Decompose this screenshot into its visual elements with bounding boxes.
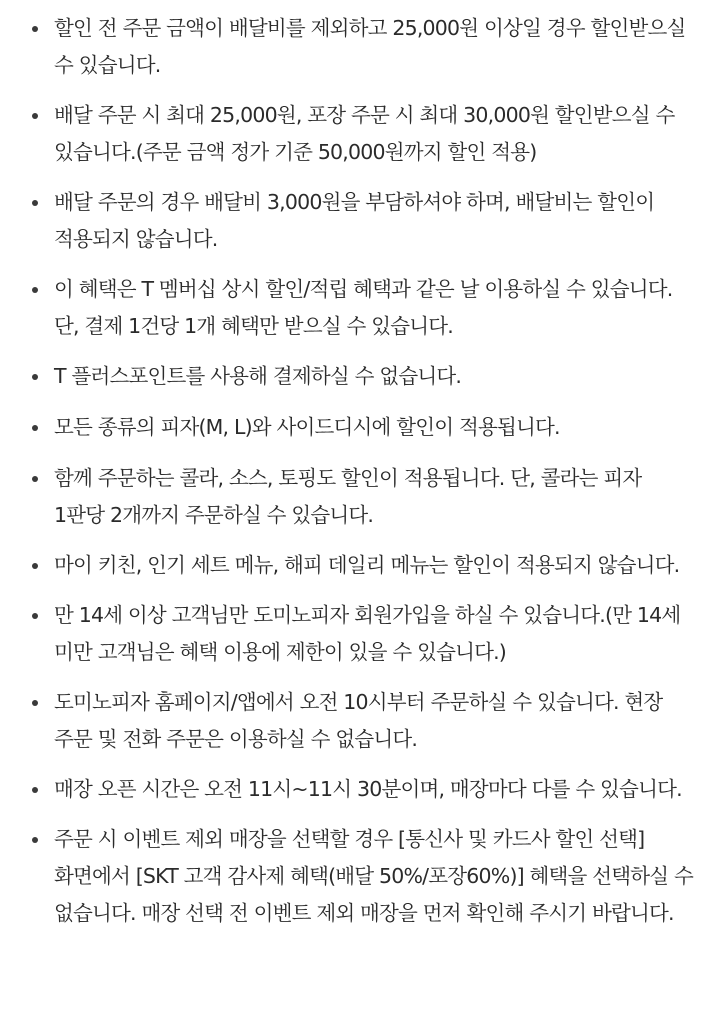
notice-text: 매장 오픈 시간은 오전 11시~11시 30분이며, 매장마다 다를 수 있습니다.: [54, 777, 682, 801]
list-item: [30, 184, 693, 258]
notice-text: 만 14세 이상 고객님만 도미노피자 회원가입을 하실 수 있습니다.(만 14세 미만 고객님은 혜택 이용에 제한이 있을 수 있습니다.): [54, 603, 681, 664]
notice-text: 함께 주문하는 콜라, 소스, 토핑도 할인이 적용됩니다. 단, 콜라는 피자 1판당 2개까지 주문하실 수 있습니다.: [54, 466, 642, 527]
list-item: [30, 684, 693, 758]
notice-text: 배달 주문 시 최대 25,000원, 포장 주문 시 최대 30,000원 할인받으실 수 있습니다.(주문 금액 정가 기준 50,000원까지 할인 적용): [54, 103, 675, 164]
list-item: [30, 271, 693, 345]
bullet-dot-icon: [32, 113, 38, 119]
notice-text: 마이 키친, 인기 세트 메뉴, 해피 데일리 메뉴는 할인이 적용되지 않습니다.: [54, 553, 680, 577]
list-item: [30, 97, 693, 171]
bullet-dot-icon: [32, 613, 38, 619]
bullet-dot-icon: [32, 563, 38, 569]
notice-text: T 플러스포인트를 사용해 결제하실 수 없습니다.: [54, 364, 462, 388]
notice-text: 도미노피자 홈페이지/앱에서 오전 10시부터 주문하실 수 있습니다. 현장 주문 및 전화 주문은 이용하실 수 없습니다.: [54, 690, 663, 751]
notice-text: 이 혜택은 T 멤버십 상시 할인/적립 혜택과 같은 날 이용하실 수 있습니다. 단, 결제 1건당 1개 혜택만 받으실 수 있습니다.: [54, 277, 673, 338]
list-item: [30, 771, 693, 808]
notice-text: 주문 시 이벤트 제외 매장을 선택할 경우 [통신사 및 카드사 할인 선택] 화면에서 [SKT 고객 감사제 혜택(배달 50%/포장60%)] 혜택을 선택하실 수 없습니다. 매장 선택 전 이벤트 제외 매장을 먼저 확인해 주시기 바랍니다.: [54, 827, 694, 925]
list-item: [30, 460, 693, 534]
notice-text: 배달 주문의 경우 배달비 3,000원을 부담하셔야 하며, 배달비는 할인이 적용되지 않습니다.: [54, 190, 655, 251]
notice-text: 할인 전 주문 금액이 배달비를 제외하고 25,000원 이상일 경우 할인받으실 수 있습니다.: [54, 16, 686, 77]
list-item: [30, 821, 693, 932]
list-item: [30, 547, 693, 584]
bullet-dot-icon: [32, 425, 38, 431]
bullet-dot-icon: [32, 787, 38, 793]
list-item: [30, 10, 693, 84]
bullet-dot-icon: [32, 476, 38, 482]
bullet-dot-icon: [32, 837, 38, 843]
bullet-dot-icon: [32, 700, 38, 706]
bullet-dot-icon: [32, 374, 38, 380]
bullet-dot-icon: [32, 26, 38, 32]
bullet-dot-icon: [32, 287, 38, 293]
notice-text: 모든 종류의 피자(M, L)와 사이드디시에 할인이 적용됩니다.: [54, 415, 560, 439]
list-item: [30, 358, 693, 395]
list-item: [30, 409, 693, 446]
list-item: [30, 597, 693, 671]
bullet-dot-icon: [32, 200, 38, 206]
